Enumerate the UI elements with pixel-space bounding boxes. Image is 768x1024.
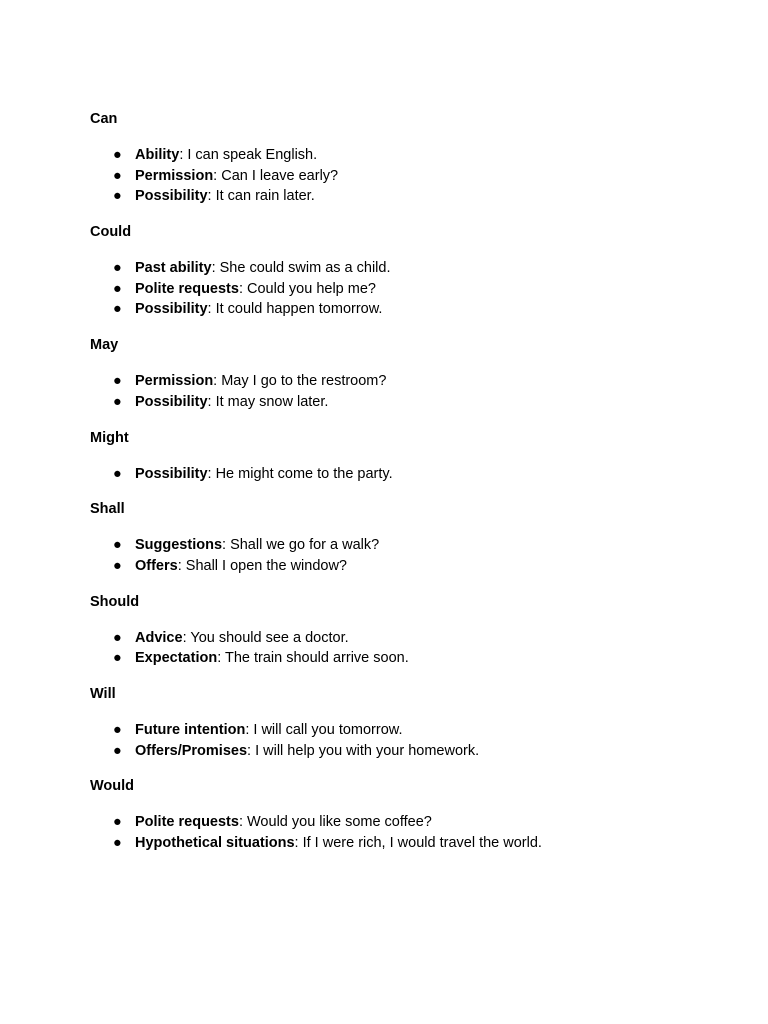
usage-example: : I will call you tomorrow. [245, 721, 403, 738]
bullet-icon: ● [113, 629, 122, 646]
section-heading: Could [90, 224, 132, 241]
bullet-list [90, 812, 710, 853]
usage-example: : I will help you with your homework. [247, 742, 480, 759]
list-item [90, 258, 710, 279]
list-item [90, 279, 710, 300]
bullet-icon: ● [113, 650, 122, 667]
bullet-icon: ● [113, 260, 122, 277]
bullet-list [90, 258, 710, 320]
usage-term: Permission [135, 167, 214, 184]
list-item [90, 556, 710, 577]
list-item [90, 145, 710, 166]
usage-term: Past ability [135, 260, 212, 277]
bullet-icon: ● [113, 188, 122, 205]
bullet-icon: ● [113, 742, 122, 759]
usage-example: : It could happen tomorrow. [207, 301, 383, 318]
list-item [90, 464, 710, 485]
list-item [90, 392, 710, 413]
list-item [90, 812, 710, 833]
bullet-icon: ● [113, 465, 122, 482]
usage-example: : I can speak English. [179, 147, 318, 163]
section-heading: May [90, 337, 119, 354]
bullet-icon: ● [113, 721, 122, 738]
usage-example: : The train should arrive soon. [217, 650, 409, 667]
usage-term: Offers/Promises [135, 742, 248, 759]
usage-example: : Can I leave early? [213, 167, 339, 184]
usage-term: Permission [135, 373, 214, 390]
bullet-list [90, 535, 710, 576]
bullet-list [90, 371, 710, 412]
usage-term: Ability [135, 147, 180, 163]
usage-term: Possibility [135, 301, 208, 318]
section-heading: Shall [90, 501, 125, 518]
section-heading: Will [90, 685, 116, 702]
list-item [90, 741, 710, 762]
bullet-icon: ● [113, 280, 122, 297]
bullet-icon: ● [113, 147, 122, 163]
usage-example: : May I go to the restroom? [213, 373, 387, 390]
bullet-list [90, 720, 710, 761]
usage-term: Future intention [135, 721, 246, 738]
usage-term: Possibility [135, 393, 208, 410]
list-item [90, 720, 710, 741]
bullet-icon: ● [113, 557, 122, 574]
usage-term: Hypothetical situations [135, 835, 295, 851]
document-body [90, 109, 710, 869]
usage-term: Possibility [135, 465, 208, 482]
list-item [90, 186, 710, 207]
usage-example: : Could you help me? [238, 280, 376, 297]
usage-term: Polite requests [135, 280, 239, 297]
list-item [90, 833, 710, 854]
list-item [90, 628, 710, 649]
bullet-icon: ● [113, 814, 122, 831]
usage-example: : It may snow later. [207, 393, 329, 410]
usage-term: Polite requests [135, 814, 239, 831]
list-item [90, 535, 710, 556]
bullet-list [90, 628, 710, 669]
usage-example: : Shall we go for a walk? [222, 537, 380, 554]
bullet-list [90, 145, 710, 207]
section-heading: Can [90, 111, 118, 127]
usage-example: : Would you like some coffee? [238, 814, 432, 831]
list-item [90, 166, 710, 187]
bullet-icon: ● [113, 301, 122, 318]
section-heading: Would [90, 778, 135, 795]
usage-term: Advice [135, 629, 183, 646]
usage-example: : He might come to the party. [207, 465, 393, 482]
section-heading: Should [90, 593, 140, 610]
bullet-icon: ● [113, 537, 122, 554]
bullet-icon: ● [113, 393, 122, 410]
bullet-icon: ● [113, 167, 122, 184]
bullet-icon: ● [113, 835, 122, 851]
usage-example: : It can rain later. [207, 188, 315, 205]
usage-term: Possibility [135, 188, 208, 205]
usage-example: : She could swim as a child. [211, 260, 391, 277]
list-item [90, 648, 710, 669]
usage-term: Offers [135, 557, 178, 574]
usage-term: Expectation [135, 650, 218, 667]
list-item [90, 371, 710, 392]
usage-example: : You should see a doctor. [182, 629, 349, 646]
section-heading: Might [90, 429, 129, 446]
list-item [90, 299, 710, 320]
bullet-list [90, 464, 710, 485]
bullet-icon: ● [113, 373, 122, 390]
usage-term: Suggestions [135, 537, 223, 554]
usage-example: : If I were rich, I would travel the world. [294, 835, 542, 851]
usage-example: : Shall I open the window? [177, 557, 347, 574]
